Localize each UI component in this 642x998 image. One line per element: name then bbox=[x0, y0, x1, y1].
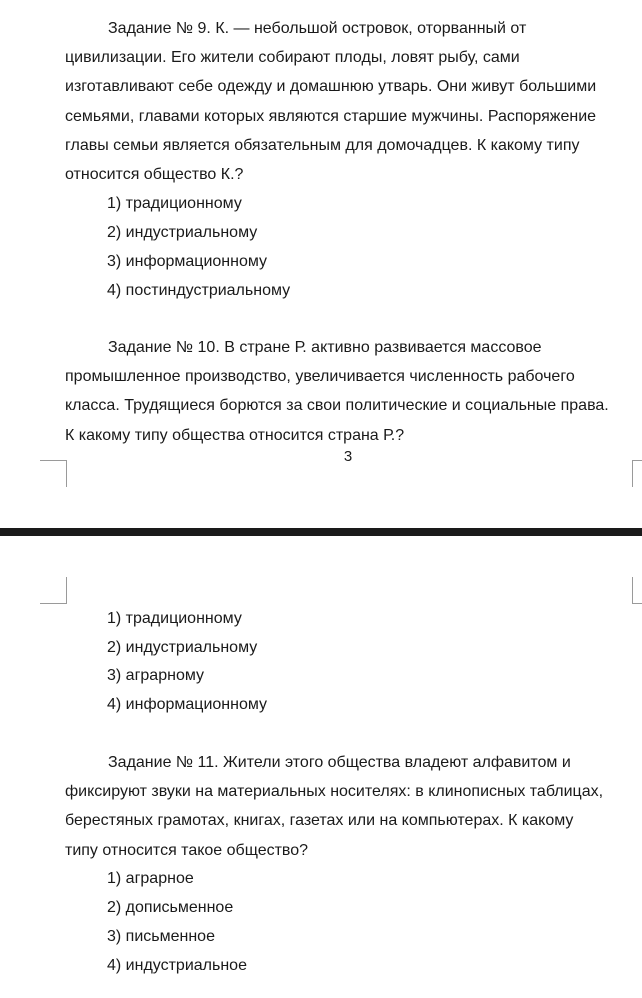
task-10-option-4: 4) информационному bbox=[107, 696, 268, 713]
task-10-option-2: 2) индустриальному bbox=[107, 639, 258, 656]
task-9-option-3: 3) информационному bbox=[107, 253, 268, 270]
task-10-question bbox=[65, 333, 627, 450]
task-10-line: Задание № 10. В стране Р. активно развивается массовое bbox=[108, 339, 542, 356]
task-9-line: главы семьи является обязательным для домочадцев. К какому типу bbox=[65, 136, 580, 154]
task-10-option-1: 1) традиционному bbox=[107, 610, 242, 627]
task-10-line: промышленное производство, увеличивается численность рабочего bbox=[65, 368, 575, 386]
task-9-question bbox=[65, 14, 627, 189]
task-11-line: берестяных грамотах, книгах, газетах или на компьютерах. К какому bbox=[65, 812, 574, 830]
task-9-line: Задание № 9. К. — небольшой островок, оторванный от bbox=[108, 20, 527, 37]
task-9-line: относится общество К.? bbox=[65, 165, 244, 183]
task-11-line: Задание № 11. Жители этого общества владеют алфавитом и bbox=[108, 754, 571, 771]
task-11-option-3: 3) письменное bbox=[107, 928, 215, 945]
task-11-question bbox=[65, 748, 627, 865]
task-9-option-2: 2) индустриальному bbox=[107, 224, 258, 241]
task-10-option-3: 3) аграрному bbox=[107, 667, 205, 684]
page-corner-mark bbox=[40, 577, 67, 604]
task-11-option-1: 1) аграрное bbox=[107, 870, 194, 887]
task-10-line: К какому типу общества относится страна Р.? bbox=[65, 426, 405, 444]
task-9-line: цивилизации. Его жители собирают плоды, ловят рыбу, сами bbox=[65, 49, 520, 67]
task-11-option-2: 2) дописьменное bbox=[107, 899, 234, 916]
task-9-option-4: 4) постиндустриальному bbox=[107, 282, 291, 299]
task-9-line: изготавливают себе одежду и домашнюю утварь. Они живут большими bbox=[65, 78, 597, 96]
page-corner-mark bbox=[632, 577, 642, 604]
task-11-option-4: 4) индустриальное bbox=[107, 957, 247, 974]
page-corner-mark bbox=[40, 460, 67, 487]
task-9-option-1: 1) традиционному bbox=[107, 195, 242, 212]
task-10-line: класса. Трудящиеся борются за свои политические и социальные права. bbox=[65, 397, 609, 415]
page-number: 3 bbox=[343, 448, 353, 465]
task-11-line: фиксируют звуки на материальных носителях: в клинописных таблицах, bbox=[65, 783, 604, 801]
page-corner-mark bbox=[632, 460, 642, 487]
task-11-line: типу относится такое общество? bbox=[65, 841, 309, 859]
task-9-line: семьями, главами которых являются старшие мужчины. Распоряжение bbox=[65, 107, 597, 125]
page-separator bbox=[0, 528, 642, 536]
